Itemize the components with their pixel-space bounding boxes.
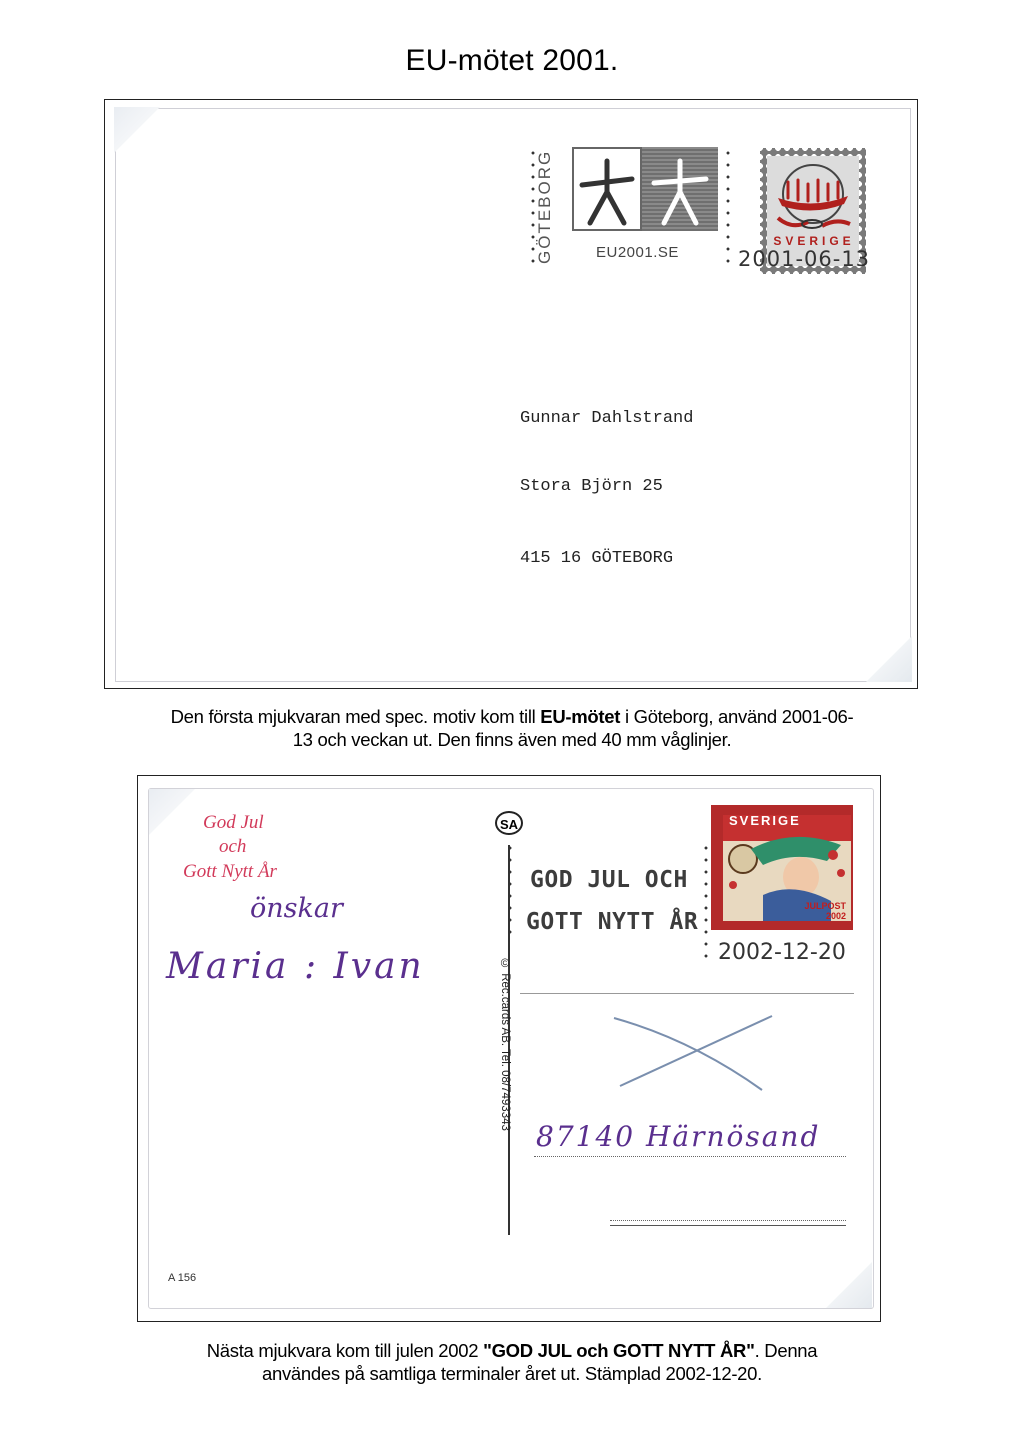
- rock-carving-ship-icon: [772, 160, 854, 240]
- cancel-date: 2001-06-13: [738, 247, 871, 271]
- address-city: 415 16 GÖTEBORG: [520, 549, 674, 568]
- stamp-subtitle: JULPOST 2002: [804, 901, 846, 921]
- address-line-1: [520, 993, 854, 994]
- star-figures-icon: [572, 147, 718, 231]
- cancel-city: GÖTEBORG: [535, 149, 554, 265]
- address-line-3: [610, 1220, 846, 1221]
- address-name: Gunnar Dahlstrand: [520, 409, 694, 428]
- publisher-logo: SA: [495, 811, 523, 835]
- slogan-logo-caption: EU2001.SE: [596, 244, 679, 261]
- machine-cancel-dots-right: [704, 842, 708, 962]
- stamp-country: SVERIGE: [773, 234, 855, 248]
- address-street: Stora Björn 25: [520, 477, 663, 496]
- cancel-date: 2002-12-20: [718, 940, 846, 965]
- eu2001-slogan-logo: [572, 147, 718, 231]
- greeting-line-3: Gott Nytt År: [183, 861, 277, 882]
- card-code: A 156: [168, 1272, 197, 1284]
- machine-cancel-dots-left: [508, 842, 512, 942]
- crossed-out-mark: [612, 1010, 780, 1095]
- stamp-country: SVERIGE: [729, 813, 801, 828]
- page-title: EU-mötet 2001.: [405, 44, 619, 77]
- address-line-2: [534, 1156, 846, 1157]
- slogan-line-2: GOTT NYTT ÅR: [526, 909, 699, 935]
- publisher-text: © Rec.cards AB. Tel. 08/7493343: [499, 958, 511, 1131]
- machine-cancel-dots-right: [726, 147, 730, 267]
- greeting-line-1: God Jul: [203, 812, 264, 833]
- caption-envelope: Den första mjukvaran med spec. motiv kom till EU-mötet i Göteborg, använd 2001-06- 13 och veckan ut. Den finns även med 40 mm våglinjer.: [170, 706, 854, 750]
- handwriting-names: Maria : Ivan: [166, 946, 425, 987]
- handwriting-address: 87140 Härnösand: [536, 1120, 821, 1153]
- caption-postcard: Nästa mjukvara kom till julen 2002 "GOD JUL och GOTT NYTT ÅR". Denna användes på samtliga terminaler året ut. Stämplad 2002-12-20.: [206, 1340, 818, 1384]
- address-line-3b: [610, 1225, 846, 1226]
- greeting-line-2: och: [219, 836, 247, 857]
- handwriting-onskar: önskar: [250, 893, 343, 924]
- slogan-line-1: GOD JUL OCH: [530, 867, 688, 893]
